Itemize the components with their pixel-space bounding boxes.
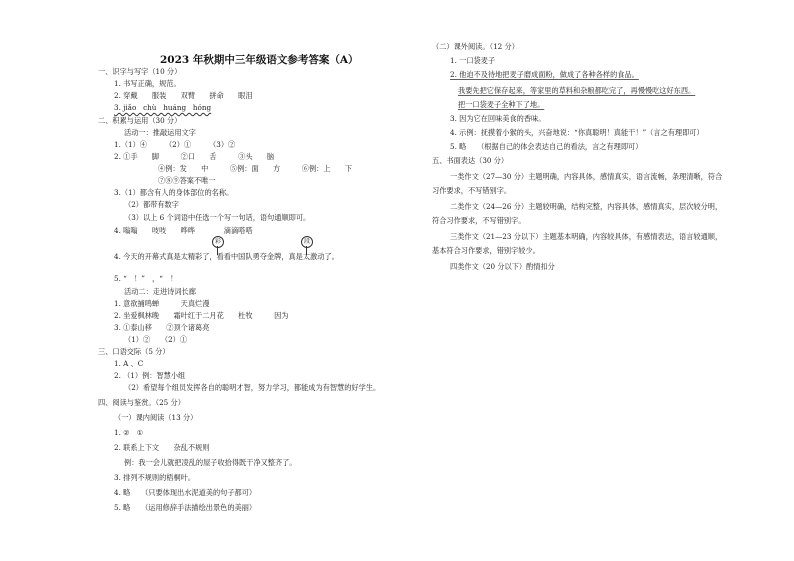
answer-line: （3）以上 6 个词语中任选一个写一句话，语句通顺即可。 (124, 213, 311, 222)
page-title: 2023 年秋期中三年级语文参考答案（A） (160, 54, 359, 66)
answer-line: 4. 略 （只要体现出水泥道美的句子都可） (114, 488, 257, 497)
answer-line: 例：我一会儿就把凌乱的屋子收拾得既干净又整齐了。 (124, 458, 297, 467)
grading-line: 二类作文（24—26 分）主题较明确，结构完整，内容具体，感情真实，层次较分明， (450, 202, 723, 211)
answer-line: 1. 意欲捕鸣蝉 天真烂漫 (114, 299, 210, 308)
grading-line: 一类作文（27—30 分）主题明确，内容具体，感情真实，语言流畅，条理清晰，符合 (450, 172, 723, 181)
section-heading: 三、口语交际（5 分） (98, 347, 170, 356)
highlighted-answer-line: 我要先把它保存起来，等家里的草料和杂粮都吃完了，再慢慢吃这好东西。 (458, 86, 696, 95)
answer-line: 1.（1）④ （2）① （3）② (114, 140, 236, 149)
answer-line: 4. 今天的开幕式真是太精彩了，看看中国队勇夺金牌，真是太激动了。 (114, 252, 339, 261)
highlighted-answer-line: 把一口袋麦子全种下了地。 (458, 100, 545, 109)
answer-line: 5. 略 （根据自己的体会表达自己的看法，言之有理即可） (450, 142, 643, 151)
grading-line: 习作要求，不写错别字。 (432, 186, 512, 195)
activity-heading: 活动二：走进诗词长廊 (124, 287, 196, 296)
answer-line: 2. ①手 脚 ②口 舌 ③头 脑 (114, 152, 275, 161)
answer-line: ④例：发 中 ⑤例：面 方 ⑥例：上 下 (158, 164, 353, 173)
answer-line: 1. A 、C (114, 359, 144, 368)
answer-line: （2）都带有数字 (124, 200, 179, 209)
section-heading: （二）课外阅读。（12 分） (432, 42, 519, 51)
answer-line: 2. 穿戴 服装 双臂 拼命 眼泪 (114, 91, 253, 100)
answer-line: 1. ② ① (114, 428, 144, 437)
answer-line: 3. 排列不规则的梧桐叶。 (114, 473, 196, 482)
subsection-heading: （一）课内阅读（13 分） (114, 413, 198, 422)
activity-heading: 活动一：推敲运用文字 (124, 128, 196, 137)
section-heading: 一、识字与写字（10 分） (98, 67, 182, 76)
answer-line: 3.（1）都含有人的身体部位的名称。 (114, 188, 234, 197)
answer-line: 2. （1）例：智慧小组 (114, 371, 186, 380)
answer-line: 5. “ ！” ，“ ！ (114, 274, 178, 283)
answer-line: 2. 坐爱枫林晚 霜叶红于二月花 杜牧 因为 (114, 311, 289, 320)
grading-line: 三类作文（21—23 分以下）主题基本明确，内容较具体，有感情表达，语言较通顺， (450, 232, 723, 241)
grading-line: 符合习作要求，不写错别字。 (432, 216, 526, 225)
answer-line: 1. 一口袋麦子 (450, 56, 496, 65)
answer-line: 5. 略 （运用修辞手法描绘出景色的美丽） (114, 503, 257, 512)
proofread-circle-mark: 段 (301, 236, 313, 248)
answer-line: 1. 书写正确，规范。 (114, 79, 181, 88)
answer-line: ⑦⑧⑨答案不唯一 (158, 176, 216, 185)
pinyin-line: 3. jiǎo chù huáng hóng (114, 103, 212, 112)
proofread-circle-mark: 彩 (212, 236, 224, 248)
section-heading: 五、书面表达（30 分） (432, 156, 509, 165)
answer-line: （2）希望每个组员发挥各自的聪明才智，努力学习，都能成为有智慧的好学生。 (124, 383, 381, 392)
answer-line: （1）② （2）① (124, 335, 188, 344)
answer-line: 3. ①泰山移 ②顶个诸葛亮 (114, 323, 210, 332)
answer-line: 4. 示例：抚摸着小猴的头，兴奋地说：“你真聪明！真能干！”（言之有理即可） (450, 128, 704, 137)
answer-line: 3. 因为它在回味美食的香味。 (450, 114, 546, 123)
answer-line: 2. 联系上下文 杂乱不规则 (114, 443, 210, 452)
grading-line: 基本符合习作要求，错别字较少。 (432, 246, 540, 255)
grading-line: 四类作文（20 分以下）酌情扣分 (450, 262, 555, 271)
answer-line: 4. 嗡嗡 吱吱 哗哗 滴滴嗒嗒 (114, 226, 253, 235)
highlighted-answer-line: 2. 他迫不及待地把麦子磨成面粉，做成了各种各样的食品。 (450, 70, 639, 79)
section-heading: 四、阅读与鉴赏。（25 分） (98, 398, 185, 407)
section-heading: 二、积累与运用（30 分） (98, 116, 182, 125)
